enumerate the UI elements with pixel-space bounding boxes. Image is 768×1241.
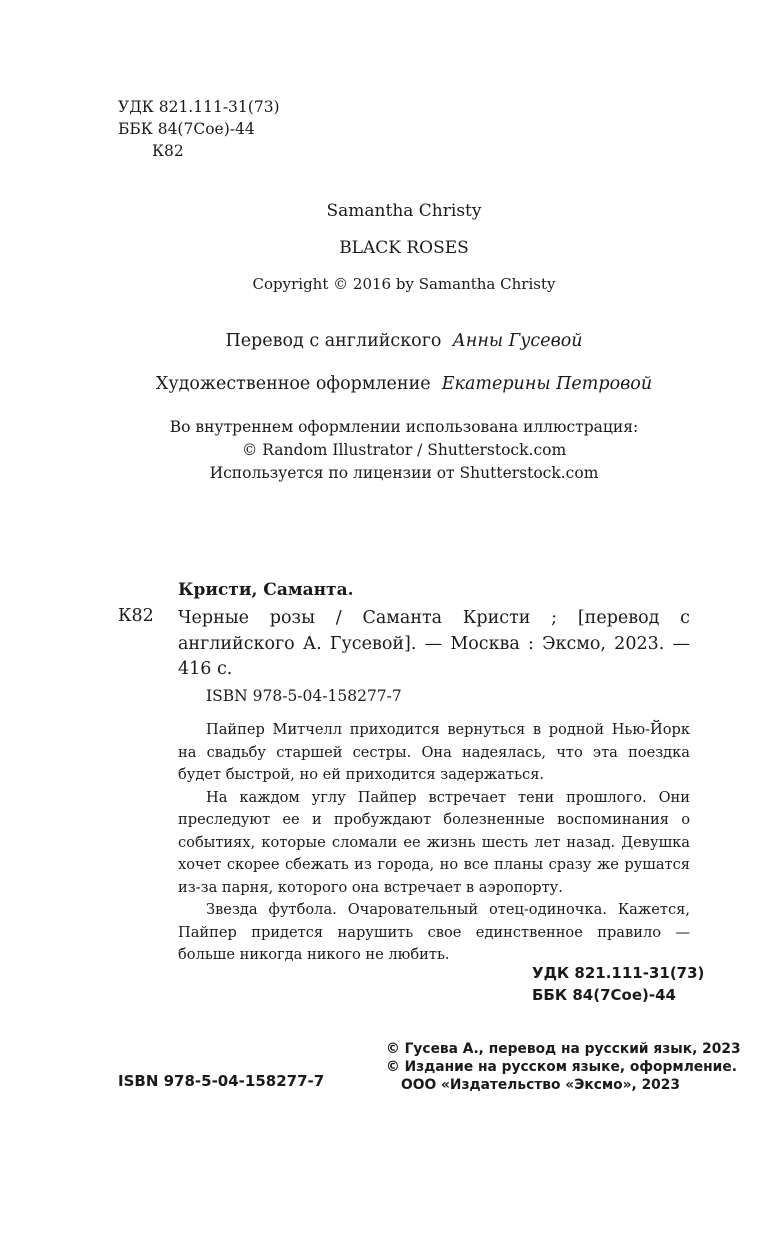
classification-block	[118, 96, 280, 162]
catalog-isbn: ISBN 978-5-04-158277-7	[206, 687, 402, 705]
author-mark: К82	[152, 142, 184, 160]
footer-classification	[532, 962, 704, 1006]
footer-bbk: ББК 84(7Сое)-44	[532, 986, 676, 1004]
translator-name: Анны Гусевой	[452, 331, 583, 351]
illustration-credit	[0, 416, 768, 485]
copyright-line-1: © Гусева А., перевод на русский язык, 2023	[386, 1041, 741, 1057]
footer-isbn: ISBN 978-5-04-158277-7	[118, 1072, 325, 1090]
copyright-line-2: © Издание на русском языке, оформление.	[386, 1059, 737, 1075]
udk-code: УДК 821.111-31(73)	[118, 98, 280, 116]
abstract-paragraph-2: На каждом углу Пайпер встречает тени прошлого. Они преследуют ее и пробуждают болезненные воспоминания о событиях, которые сломали ее жизнь шесть лет назад. Девушка хочет скорее сбежать из города, но все планы сразу же рушатся из-за парня, которого она встречает в аэропорту.	[178, 788, 690, 896]
abstract-paragraph-3: Звезда футбола. Очаровательный отец-одиночка. Кажется, Пайпер придется нарушить свое единственное правило — больше никогда никого не любить.	[178, 901, 690, 963]
design-label: Художественное оформление	[155, 374, 431, 394]
original-author: Samantha Christy	[326, 201, 482, 221]
catalog-author-heading: Кристи, Саманта.	[178, 580, 354, 600]
illustration-line-1: Во внутреннем оформлении использована иллюстрация:	[169, 418, 639, 436]
copyright-line-3: ООО «Издательство «Эксмо», 2023	[401, 1077, 680, 1093]
footer-udk: УДК 821.111-31(73)	[532, 964, 705, 982]
translation-credit	[0, 331, 768, 351]
abstract-paragraph-1: Пайпер Митчелл приходится вернуться в родной Нью-Йорк на свадьбу старшей сестры. Она надеялась, что эта поездка будет быстрой, но ей приходится задержаться.	[178, 721, 690, 783]
abstract	[178, 719, 690, 967]
illustration-line-3: Используется по лицензии от Shutterstock.com	[209, 464, 599, 482]
original-copyright: Copyright © 2016 by Samantha Christy	[252, 275, 556, 293]
catalog-mark: К82	[118, 606, 154, 626]
design-credit	[0, 374, 768, 394]
translation-label: Перевод с английского	[225, 331, 442, 351]
designer-name: Екатерины Петровой	[441, 374, 653, 394]
original-title: BLACK ROSES	[339, 238, 469, 258]
copyright-block	[386, 1040, 741, 1094]
illustration-line-2: © Random Illustrator / Shutterstock.com	[241, 441, 567, 459]
bbk-code: ББК 84(7Сое)-44	[118, 120, 255, 138]
catalog-title-record: Черные розы / Саманта Кристи ; [перевод с английского А. Гусевой]. — Москва : Эксмо, 2023. — 416 с.	[178, 608, 690, 679]
